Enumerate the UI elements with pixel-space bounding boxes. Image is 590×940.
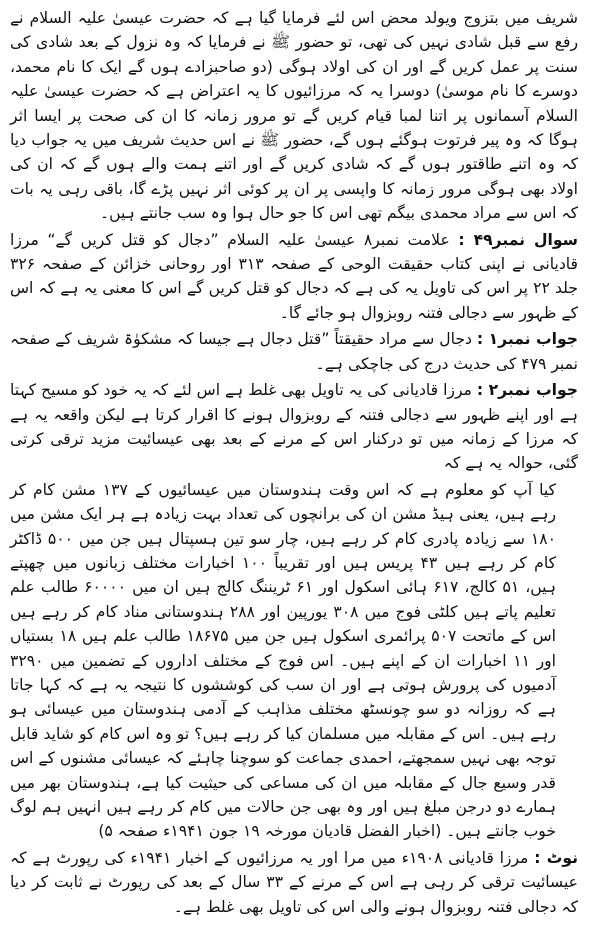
note-label: نوٹ : [534,848,578,867]
answer-2-label: جواب نمبر۲ : [476,381,578,400]
answer-2 [10,378,578,476]
paragraph-hadith-explanation: شریف میں بتزوج ویولد محض اس لئے فرمایا گیا ہے کہ حضرت عیسیٰ علیہ السلام نے رفع سے قبل شادی نہیں کی تھی، تو حضور ﷺ نے فرمایا کہ وہ نزول کے بعد شادی کی سنت پر عمل کریں گے اور ان کی اولاد ہوگی (دو صاحبزادے ہوں گے ایک کا نام محمد، دوسرے کا نام موسیٰ) دوسرا یہ کہ مرزائیوں کا یہ اعتراض ہے کہ حضرت عیسیٰ علیہ السلام آسمانوں پر اتنا لمبا قیام کریں گے تو مرور زمانہ کا ان کی صحت پر ایسا اثر ہوگا کہ وہ پیر فرتوت ہوگئے ہوں گے، حضور ﷺ نے اس حدیث شریف میں یہ جواب دیا کہ وہ اتنے طاقتور ہوں گے کہ شادی کریں گے اور اتنے ہمت والے ہوں گے کہ ان کی اولاد بھی ہوگی مرور زمانہ کا واپسی پر ان پر کوئی اثر نہیں پڑے گا، باقی رہی یہ بات کہ اس سے مراد محمدی بیگم تھی اس کا جو حال ہوا وہ سب جانتے ہیں۔ [10,9,578,223]
answer-1 [10,327,578,376]
quoted-report-paragraph: کیا آپ کو معلوم ہے کہ اس وقت ہندوستان میں عیسائیوں کے ۱۳۷ مشن کام کر رہے ہیں، یعنی ہیڈ مشن ان کی برانچوں کی تعداد بہت زیادہ ہے ہر ایک مشن میں ۱۸۰ سے زیادہ پادری کام کر رہے ہیں، چار سو تین ہسپتال ہیں جن میں ۵۰۰ ڈاکٹر کام کر رہے ہیں ۴۳ پریس ہیں اور تقریباً ۱۰۰ اخبارات مختلف زبانوں میں چھپتے ہیں، ۵۱ کالج، ۶۱۷ ہائی اسکول اور ۶۱ ٹریننگ کالج ہیں ان میں ۶۰۰۰۰ طالب علم تعلیم پاتے ہیں کلٹی فوج میں ۳۰۸ یورپین اور ۲۸۸ ہندوستانی مناد کام کر رہے ہیں اس کے ماتحت ۵۰۷ پرائمری اسکول ہیں جن میں ۱۸۶۷۵ طالب علم ہیں ۱۸ بستیاں اور ۱۱ اخبارات ان کے اپنے ہیں۔ اس فوج کے مختلف اداروں کے تضمین میں ۳۲۹۰ آدمیوں کی پرورش ہوتی ہے اور ان سب کی کوششوں کا نتیجہ یہ ہے کہ کہا جاتا ہے کہ روزانہ دو سو چونسٹھ مختلف مذاہب کے آدمی ہندوستان میں عیسائی ہو رہے ہیں۔ اس کے مقابلہ میں مسلمان کیا کر رہے ہیں؟ تو وہ اس کام کو شاید قابل توجہ بھی نہیں سمجھتے، احمدی جماعت کو سوچنا چاہئے کہ عیسائی مشنوں کے اس قدر وسیع جال کے مقابلہ میں ان کی مساعی کی حیثیت کیا ہے، ہندوستان بھر میں ہمارے دو درجن مبلغ ہیں اور وہ بھی جن حالات میں کام کر رہے ہیں انہیں ہم لوگ خوب جانتے ہیں۔ (اخبار الفضل قادیان مورخہ ۱۹ جون ۱۹۴۱ء صفحہ ۵) [10,480,557,841]
question-49-label: سوال نمبر۴۹ : [458,230,578,249]
answer-2-text: مرزا قادیانی کی یہ تاویل بھی غلط ہے اس لئے کہ یہ خود کو مسیح کہتا ہے اور اپنے ظہور سے دجالی فتنہ کے روبزوال ہونے کا اقرار کرتا ہے لیکن واقعہ یہ ہے کہ مرزا کے زمانہ میں تو درکنار اس کے مرنے کے بعد بھی عیسائیت مزید ترقی کرتی گئی، حوالہ یہ ہے کہ [10,381,578,473]
note [10,846,578,919]
answer-1-label: جواب نمبر۱ : [476,330,578,349]
note-text: مرزا قادیانی ۱۹۰۸ء میں مرا اور یہ مرزائیوں کے اخبار ۱۹۴۱ء کی رپورٹ ہے کہ عیسائیت ترقی کر رہی ہے اس کے مرنے کے ۳۳ سال کے بعد کی رپورٹ نے ثابت کر دیا کہ دجالی فتنہ روبزوال ہونے والی اس کی تاویل بھی غلط ہے۔ [10,848,578,916]
answer-1-text: دجال سے مراد حقیقتاً ”قتل دجال ہے جیسا کہ مشکوٰۃ شریف کے صفحہ نمبر ۴۷۹ کی حدیث درج کی جاچکی ہے۔ [10,330,578,373]
question-49 [10,228,578,326]
question-49-text: علامت نمبر۸ عیسیٰ علیہ السلام ”دجال کو قتل کریں گے“ مرزا قادیانی نے اپنی کتاب حقیقت الوحی کے صفحہ ۳۱۳ اور روحانی خزائن کے صفحہ ۳۲۶ جلد ۲۲ پر اس کی تاویل یہ کی ہے کہ دجال کو قتل کریں گے اس کا معنی یہ ہے کہ اس کے ظہور سے دجالی فتنہ روبزوال ہو جائے گا۔ [10,230,578,322]
